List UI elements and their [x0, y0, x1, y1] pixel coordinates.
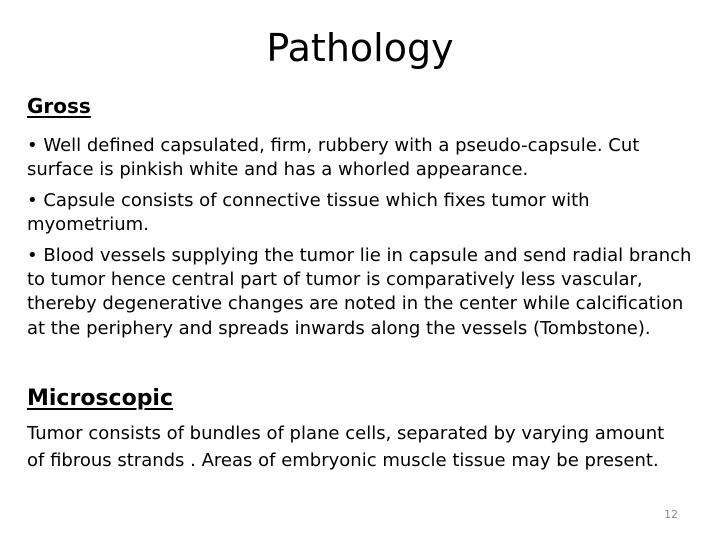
gross-paragraph-1: • Well defined capsulated, firm, rubbery with a pseudo-capsule. Cut surface is pinkish white and has a whorled appearance. — [27, 135, 640, 181]
slide-title: Pathology — [266, 26, 454, 70]
gross-body — [27, 134, 697, 347]
microscopic-heading: Microscopic — [27, 386, 174, 411]
gross-paragraph-3: • Blood vessels supplying the tumor lie in capsule and send radial branch to tumor hence central part of tumor is comparatively less vascular, thereby degenerative changes are noted in the center while calcification at the periphery and spreads inwards along the vessels (Tombstone). — [27, 244, 692, 339]
microscopic-body: Tumor consists of bundles of plane cells, separated by varying amount of fibrous strands . Areas of embryonic muscle tissue may be present. — [27, 423, 665, 471]
gross-heading: Gross — [27, 94, 91, 118]
page-number: 12 — [664, 508, 678, 521]
gross-paragraph-2: • Capsule consists of connective tissue which fixes tumor with myometrium. — [27, 189, 590, 236]
